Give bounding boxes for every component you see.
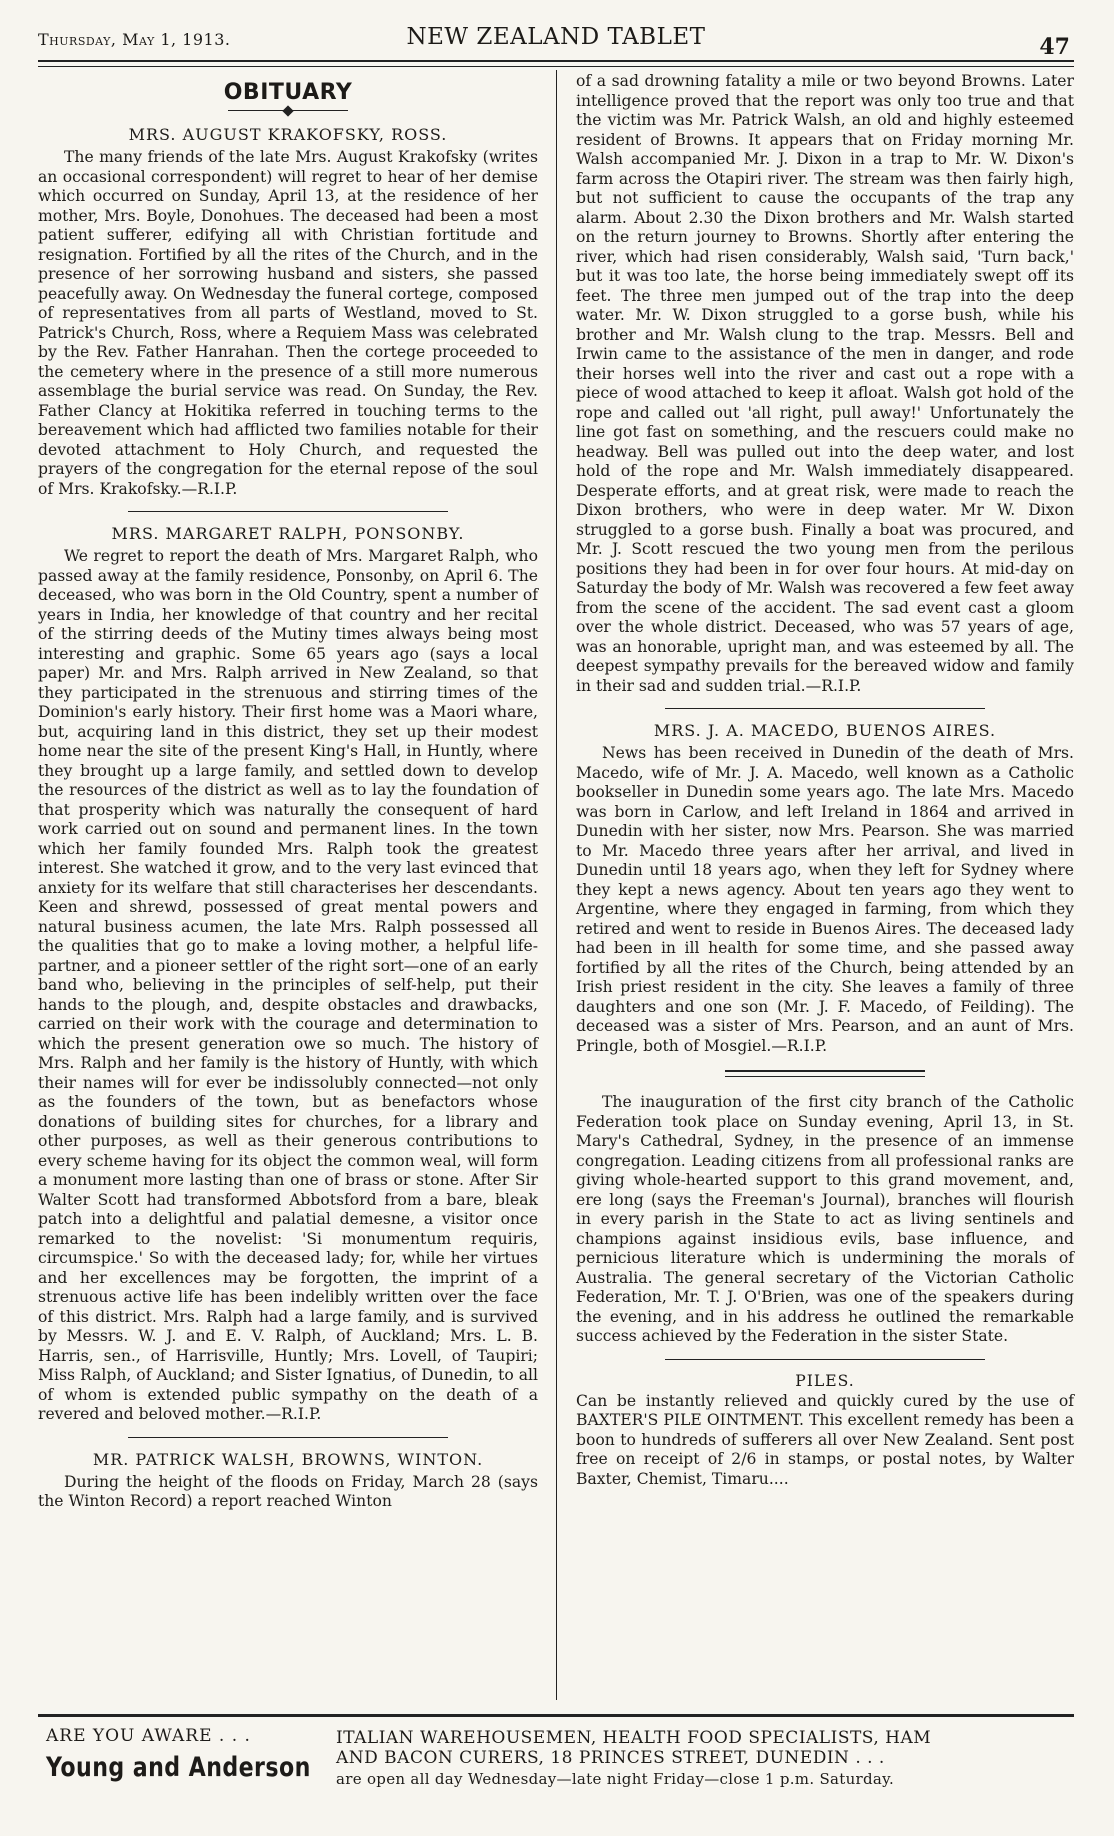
article-separator [128, 1437, 448, 1438]
ad-line-1: ITALIAN WAREHOUSEMEN, HEALTH FOOD SPECIALISTS, HAM [336, 1728, 932, 1748]
section-title: OBITUARY [223, 80, 353, 105]
running-header [38, 12, 1074, 60]
walsh-body-continued: of a sad drowning fatality a mile or two beyond Browns. Later intelligence proved that the report was only too true and that the victim was Mr. Patrick Walsh, an old and highly esteemed resident of Browns. It appears that on Friday morning Mr. Walsh accompanied Mr. J. Dixon in a trap to Mr. W. Dixon's farm across the Otapiri river. The stream was then fairly high, but not sufficient to cause the occupants of the trap any alarm. About 2.30 the Dixon brothers and Mr. Walsh started on the return journey to Browns. Shortly after entering the river, which had risen considerably, Walsh said, 'Turn back,' but it was too late, the horse being immediately swept off its feet. The three men jumped out of the trap into the deep water. Mr. W. Dixon struggled to a gorse bush, while his brother and Mr. Walsh clung to the trap. Messrs. Bell and Irwin came to the assistance of the men in danger, and rode their horses well into the river and cast out a rope with a piece of wood attached to keep it afloat. Walsh got hold of the rope and called out 'all right, pull away!' Unfortunately the line got fast on something, and the rescuers could make no headway. Bell was pulled out into the deep water, and lost hold of the rope and Mr. Walsh immediately disappeared. Desperate efforts, and at great risk, were made to reach the Dixon brothers, who were in deep water. Mr W. Dixon struggled to a gorse bush. Finally a boat was procured, and Mr. J. Scott rescued the two young men from the perilous positions they had been in for over four hours. At mid-day on Saturday the body of Mr. Walsh was recovered a few feet away from the scene of the accident. The sad event cast a gloom over the whole district. Deceased, who was 57 years of age, was an honorable, upright man, and was esteemed by all. The deepest sympathy prevails for the bereaved widow and family in their sad and sudden trial.—R.I.P. [576, 72, 1074, 695]
page-number: 47 [1039, 34, 1070, 60]
piles-body: Can be instantly relieved and quickly cured by the use of BAXTER'S PILE OINTMENT. This excellent remedy has been a boon to hundreds of sufferers all over New Zealand. Sent post free on receipt of 2/6 in stamps, or postal notes, by Walter Baxter, Chemist, Timaru.... [576, 1391, 1074, 1488]
piles-heading: PILES. [795, 1371, 855, 1390]
ad-line-3: are open all day Wednesday—late night Friday—close 1 p.m. Saturday. [336, 1770, 895, 1788]
masthead-title: NEW ZEALAND TABLET [406, 24, 706, 50]
krakofsky-body: The many friends of the late Mrs. August Krakofsky (writes an occasional correspondent) will regret to hear of her demise which occurred on Sunday, April 13, at the residence of her mother, Mrs. Boyle, Donohues. The deceased had been a most patient sufferer, edifying all with Christian fortitude and resignation. Fortified by all the rites of the Church, and in the presence of her sorrowing husband and sisters, she passed peacefully away. On Wednesday the funeral cortege, composed of representatives from all parts of Westland, moved to St. Patrick's Church, Ross, where a Requiem Mass was celebrated by the Rev. Father Hanrahan. Then the cortege proceeded to the cemetery where in the presence of a still more numerous assemblage the burial service was read. On Sunday, the Rev. Father Clancy at Hokitika referred in touching terms to the bereavement which had afflicted two families notable for their devoted attachment to Holy Church, and requested the prayers of the congregation for the eternal repose of the soul of Mrs. Krakofsky.—R.I.P. [38, 148, 538, 498]
column-divider [556, 70, 557, 1700]
ralph-heading: MRS. MARGARET RALPH, PONSONBY. [111, 524, 465, 543]
advertisement [38, 1726, 1074, 1816]
walsh-heading: MR. PATRICK WALSH, BROWNS, WINTON. [92, 1449, 484, 1469]
diamond-ornament-icon [228, 107, 348, 115]
krakofsky-heading: MRS. AUGUST KRAKOFSKY, ROSS. [128, 125, 448, 144]
header-rule [38, 60, 1074, 67]
ralph-body: We regret to report the death of Mrs. Margaret Ralph, who passed away at the family residence, Ponsonby, on April 6. The deceased, who was born in the Old Country, spent a number of years in India, her knowledge of that country and her recital of the stirring deeds of the Mutiny times always being most interesting and graphic. Some 65 years ago (says a local paper) Mr. and Mrs. Ralph arrived in New Zealand, so that they participated in the strenuous and stirring times of the Dominion's early history. Their first home was a Maori whare, but, acquiring land in this district, they set up their modest home near the site of the present King's Hall, in Huntly, where they brought up a large family, and settled down to develop the resources of the district as well as to lay the foundation of that prosperity which was naturally the consequent of hard work carried out on sound and permanent lines. In the town which her family founded Mrs. Ralph took the greatest interest. She watched it grow, and to the very last evinced that anxiety for its welfare that still characterises her descendants. Keen and shrewd, possessed of great mental powers and natural business acumen, the late Mrs. Ralph possessed all the qualities that go to make a loving mother, a helpful life-partner, and a pioneer settler of the right sort—one of an early band who, believing in the principles of self-help, put their hands to the plough, and, despite obstacles and drawbacks, carried on their work with the courage and determination to which the present generation owe so much. The history of Mrs. Ralph and her family is the history of Huntly, with which their names will for ever be indissolubly connected—not only as the founders of the town, but as benefactors whose donations of building sites for churches, for a library and other purposes, as well as their generous contributions to every scheme having for its object the common weal, will form a monument more lasting than one of brass or stone. After Sir Walter Scott had transformed Abbotsford from a bare, bleak patch into a delightful and palatial demesne, a visitor once remarked to the novelist: 'Si monumentum requiris, circumspice.' So with the deceased lady; for, while her virtues and her excellences may be forgotten, the imprint of a strenuous active life has been indelibly written over the face of this district. Mrs. Ralph had a large family, and is survived by Messrs. W. J. and E. V. Ralph, of Auckland; Mrs. L. B. Harris, sen., of Harrisville, Huntly; Mrs. Lovell, of Taupiri; Miss Ralph, of Auckland; and Sister Ignatius, of Dunedin, to all of whom is extended public sympathy on the death of a revered and beloved mother.—R.I.P. [38, 547, 538, 1423]
walsh-body-start: During the height of the floods on Friday, March 28 (says the Winton Record) a report reached Winton [38, 1472, 538, 1510]
federation-body: The inauguration of the first city branch of the Catholic Federation took place on Sunday evening, April 13, in St. Mary's Cathedral, Sydney, in the presence of an immense congregation. Leading citizens from all professional ranks are giving whole-hearted support to this grand movement, and, ere long (says the Freeman's Journal), branches will flourish in every parish in the State to act as living sentinels and champions against insidious evils, base influence, and pernicious literature which is undermining the morals of Australia. The general secretary of the Victorian Catholic Federation, Mr. T. J. O'Brien, was one of the speakers during the evening, and in his address he outlined the remarkable success achieved by the Federation in the sister State. [576, 1093, 1074, 1345]
left-column [38, 72, 538, 1512]
ad-tagline: ARE YOU AWARE . . . [46, 1726, 251, 1746]
macedo-body: News has been received in Dunedin of the death of Mrs. Macedo, wife of Mr. J. A. Macedo, well known as a Catholic bookseller in Dunedin some years ago. The late Mrs. Macedo was born in Carlow, and left Ireland in 1864 and arrived in Dunedin with her sister, now Mrs. Pearson. She was married to Mr. Macedo three years after her arrival, and lived in Dunedin until 18 years ago, when they left for Sydney where they kept a news agency. About ten years ago they went to Argentine, where they engaged in farming, from which they retired and went to reside in Buenos Aires. The deceased lady had been in ill health for some time, and she passed away fortified by all the rites of the Church, being attended by an Irish priest resident in the city. She leaves a family of three daughters and one son (Mr. J. F. Macedo, of Feilding). The deceased was a sister of Mrs. Pearson, and an aunt of Mrs. Pringle, both of Mosgiel.—R.I.P. [576, 744, 1074, 1055]
right-column [576, 72, 1074, 1489]
macedo-heading: MRS. J. A. MACEDO, BUENOS AIRES. [653, 721, 997, 740]
ad-line-2: AND BACON CURERS, 18 PRINCES STREET, DUNEDIN . . . [336, 1748, 885, 1768]
newspaper-page [38, 12, 1074, 1822]
footer-rule [38, 1714, 1074, 1717]
article-separator [128, 511, 448, 512]
issue-date: Thursday, May 1, 1913. [38, 30, 231, 49]
article-separator [665, 708, 985, 709]
double-separator [725, 1070, 925, 1077]
ad-firm-name: Young and Anderson [46, 1752, 311, 1783]
article-separator [665, 1359, 985, 1360]
